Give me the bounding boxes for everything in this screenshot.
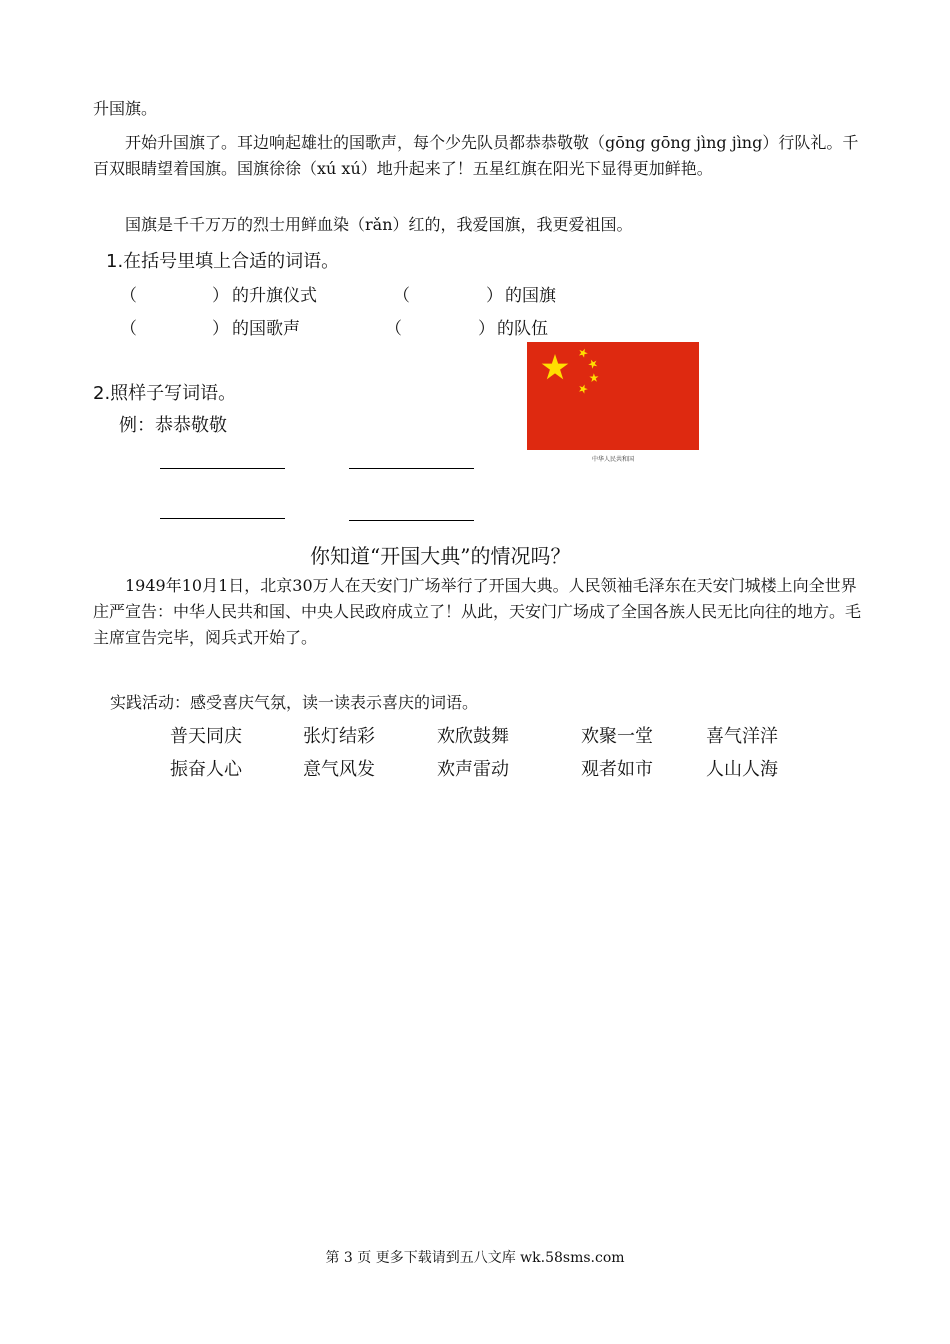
- large-star-icon: [542, 354, 569, 379]
- fill-suffix: 的国旗: [505, 286, 556, 306]
- close-bracket: ）: [212, 319, 229, 339]
- passage-paragraph-2: 国旗是千千万万的烈士用鲜血染（rǎn）红的，我爱国旗，我更爱祖国。: [125, 215, 633, 234]
- fill-suffix: 的国歌声: [232, 319, 300, 339]
- knowledge-title: 你知道“开国大典”的情况吗？: [310, 544, 571, 568]
- answer-line: [349, 468, 474, 469]
- close-bracket: ）: [486, 286, 503, 306]
- small-star-icon: [577, 347, 589, 359]
- list-item: 张灯结彩: [303, 726, 375, 747]
- passage-line-top: 升国旗。: [93, 99, 158, 118]
- knowledge-paragraph: 1949年10月1日，北京30万人在天安门广场举行了开国大典。人民领袖毛泽东在天安门城楼上向全世界庄严宣告：中华人民共和国、中央人民政府成立了！从此，天安门广场成了全国各族人民无比向往的地方。毛主席宣告完毕，阅兵式开始了。: [93, 576, 862, 647]
- passage-paragraph-1: 开始升国旗了。耳边响起雄壮的国歌声，每个少先队员都恭恭敬敬（gōng gōng jìng jìng）行队礼。千百双眼睛望着国旗。国旗徐徐（xú xú）地升起来了！五星红旗在阳光下显得更加鲜艳。: [93, 133, 859, 178]
- open-bracket: （: [393, 286, 410, 306]
- fill-suffix: 的队伍: [497, 319, 548, 339]
- small-star-icon: [577, 383, 589, 394]
- close-bracket: ）: [212, 286, 229, 306]
- question-1-title: 1.在括号里填上合适的词语。: [106, 251, 340, 272]
- question-2-title: 2.照样子写词语。: [93, 383, 237, 404]
- list-item: 欢欣鼓舞: [437, 726, 509, 747]
- list-item: 观者如市: [581, 759, 653, 780]
- activity-title: 实践活动：感受喜庆气氛，读一读表示喜庆的词语。: [110, 693, 479, 712]
- list-item: 意气风发: [303, 759, 375, 780]
- answer-line: [160, 468, 285, 469]
- flag-stars: [527, 342, 699, 450]
- list-item: 喜气洋洋: [706, 726, 778, 747]
- small-star-icon: [589, 372, 600, 384]
- list-item: 人山人海: [706, 759, 778, 780]
- open-bracket: （: [120, 286, 137, 306]
- chinese-flag-image: [527, 342, 699, 450]
- close-bracket: ）: [478, 319, 495, 339]
- page-footer: 第 3 页 更多下载请到五八文库 wk.58sms.com: [325, 1250, 625, 1266]
- open-bracket: （: [385, 319, 402, 339]
- answer-line: [349, 520, 474, 521]
- flag-caption: 中华人民共和国: [591, 456, 634, 463]
- small-star-icon: [587, 357, 600, 370]
- question-2-example: 例：恭恭敬敬: [119, 415, 227, 436]
- list-item: 振奋人心: [170, 759, 242, 780]
- list-item: 欢声雷动: [437, 759, 509, 780]
- open-bracket: （: [120, 319, 137, 339]
- answer-line: [160, 518, 285, 519]
- fill-suffix: 的升旗仪式: [232, 286, 317, 306]
- list-item: 欢聚一堂: [581, 726, 653, 747]
- list-item: 普天同庆: [170, 726, 242, 747]
